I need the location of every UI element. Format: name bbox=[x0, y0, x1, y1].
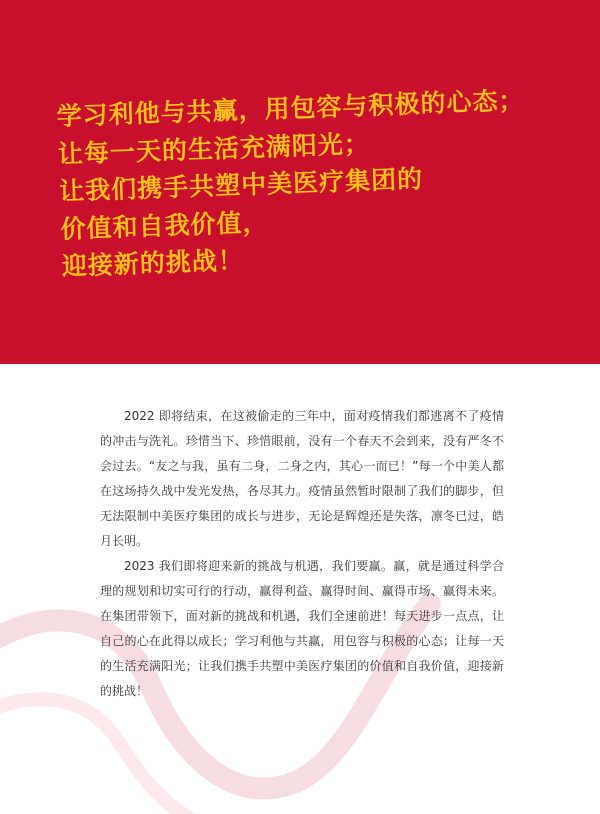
slogan-line: 让每一天的生活充满阳光； bbox=[57, 128, 371, 169]
slogan-line: 价值和自我价值， bbox=[60, 207, 269, 244]
slogan-line: 让我们携手共塑中美医疗集团的 bbox=[58, 164, 424, 206]
article-paragraph: 2022 即将结束，在这被偷走的三年中，面对疫情我们都逃离不了疫情的冲击与洗礼。珍惜当下、珍惜眼前，没有一个春天不会到来，没有严冬不会过去。“友之与我，虽有二身，二身之内，其心一而已！”每一个中美人都在这场持久战中发光发热，各尽其力。疫情虽然暂时限制了我们的脚步，但无法限制中美医疗集团的成长与进步，无论是辉煌还是失落，凛冬已过，皓月长明。 bbox=[100, 409, 504, 548]
slogan-block bbox=[56, 80, 582, 286]
slogan-line: 学习利他与共赢，用包容与积极的心态； bbox=[56, 85, 525, 131]
slogan-line: 迎接新的挑战！ bbox=[61, 245, 245, 281]
article-body bbox=[100, 404, 504, 704]
red-banner bbox=[0, 0, 600, 364]
article-paragraph: 2023 我们即将迎来新的挑战与机遇，我们要赢。赢，就是通过科学合理的规划和切实可行的行动，赢得利益、赢得时间、赢得市场、赢得未来。在集团带领下，面对新的挑战和机遇，我们全速前进！每天进步一点点，让自己的心在此得以成长；学习利他与共赢，用包容与积极的心态；让每一天的生活充满阳光；让我们携手共塑中美医疗集团的价值和自我价值，迎接新的挑战！ bbox=[100, 559, 504, 698]
